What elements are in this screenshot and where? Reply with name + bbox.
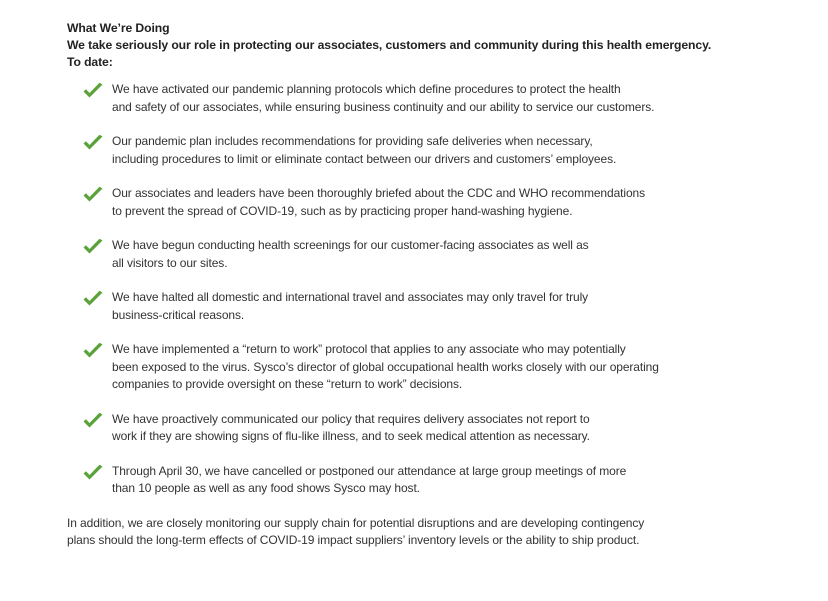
list-item-text-line: than 10 people as well as any food shows Sysco may host. (112, 481, 420, 495)
list-item (67, 341, 807, 394)
section-title: What We’re Doing (67, 21, 170, 35)
list-item (67, 411, 807, 446)
document-page (67, 20, 807, 550)
measures-list (67, 81, 807, 498)
to-date-label: To date: (67, 55, 113, 69)
list-item-text-line: to prevent the spread of COVID-19, such as by practicing proper hand-washing hygiene. (112, 203, 573, 218)
list-item-text-line: Our pandemic plan includes recommendations for providing safe deliveries when necessary, (112, 134, 593, 148)
list-item (67, 463, 807, 498)
list-item-text-line: We have begun conducting health screenings for our customer-facing associates as well as (112, 238, 589, 252)
list-item-text-line: Through April 30, we have cancelled or postponed our attendance at large group meetings of more (112, 463, 627, 478)
list-item (67, 289, 807, 324)
check-mark-icon (82, 342, 104, 360)
list-item-text-line: work if they are showing signs of flu-like illness, and to seek medical attention as necessary. (112, 429, 590, 443)
header-block (67, 20, 807, 71)
list-item (67, 237, 807, 272)
intro-statement: We take seriously our role in protecting our associates, customers and community during this health emergency. (67, 38, 712, 52)
list-item (67, 81, 807, 116)
list-item-text-line: all visitors to our sites. (112, 255, 228, 270)
list-item (67, 133, 807, 168)
closing-text-line: In addition, we are closely monitoring our supply chain for potential disruptions and are developing contingency (67, 515, 645, 530)
list-item-text-line: We have proactively communicated our policy that requires delivery associates not report to (112, 411, 590, 426)
closing-paragraph (67, 515, 807, 550)
check-mark-icon (82, 412, 104, 430)
list-item-text-line: Our associates and leaders have been thoroughly briefed about the CDC and WHO recommendations (112, 186, 646, 200)
list-item-text-line: We have implemented a “return to work” protocol that applies to any associate who may potentially (112, 342, 626, 356)
check-mark-icon (82, 238, 104, 256)
list-item-text-line: companies to provide oversight on these “return to work” decisions. (112, 377, 463, 391)
list-item-text-line: been exposed to the virus. Sysco’s director of global occupational health works closely with our operating (112, 359, 659, 374)
check-mark-icon (82, 464, 104, 482)
check-mark-icon (82, 134, 104, 152)
list-item (67, 185, 807, 220)
closing-text-line: plans should the long-term effects of COVID-19 impact suppliers’ inventory levels or the ability to ship product. (67, 533, 640, 547)
list-item-text-line: including procedures to limit or eliminate contact between our drivers and customers’ employees. (112, 151, 617, 166)
list-item-text-line: We have halted all domestic and international travel and associates may only travel for truly (112, 290, 589, 304)
list-item-text-line: and safety of our associates, while ensuring business continuity and our ability to service our customers. (112, 99, 655, 114)
list-item-text-line: We have activated our pandemic planning protocols which define procedures to protect the health (112, 82, 621, 96)
check-mark-icon (82, 186, 104, 204)
check-mark-icon (82, 82, 104, 100)
check-mark-icon (82, 290, 104, 308)
list-item-text-line: business-critical reasons. (112, 307, 245, 322)
